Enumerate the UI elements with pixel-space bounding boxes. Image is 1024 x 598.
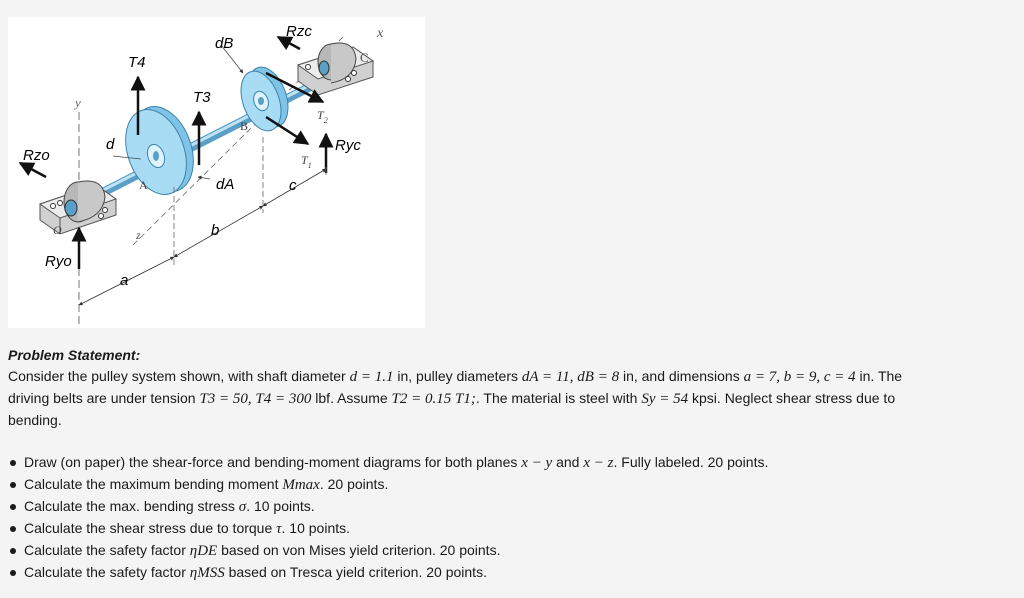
list-item: Calculate the safety factor ηMSS based on Tresca yield criterion. 20 points. — [24, 562, 1008, 584]
label-da: dA — [216, 176, 235, 193]
problem-heading: Problem Statement: — [8, 347, 141, 363]
list-item: Draw (on paper) the shear-force and bending-moment diagrams for both planes x − y and x − z. Fully labeled. 20 points. — [24, 452, 1008, 474]
label-x: x — [377, 26, 384, 41]
label-t3: T3 — [193, 89, 211, 106]
label-t2: $T_2$ — [317, 108, 328, 125]
label-t4: T4 — [128, 54, 146, 71]
list-item: Calculate the safety factor ηDE based on von Mises yield criterion. 20 points. — [24, 540, 1008, 562]
math-sy: Sy = 54 — [641, 391, 689, 407]
label-t1: $T_1$ — [301, 153, 312, 170]
math-pulley-diameters: dA = 11, dB = 8 — [521, 369, 620, 385]
list-item: Calculate the max. bending stress σ. 10 points. — [24, 496, 1008, 518]
t1-arrow — [266, 117, 308, 144]
problem-statement — [8, 345, 1008, 584]
math-tensions: T3 = 50, T4 = 300 — [199, 391, 312, 407]
label-a-pulley: A — [139, 178, 148, 192]
label-y: y — [75, 95, 81, 110]
label-rzc: Rzc — [286, 23, 312, 40]
label-rzo: Rzo — [23, 147, 50, 164]
task-list — [8, 452, 1008, 584]
list-item: Calculate the maximum bending moment Mmax. 20 points. — [24, 474, 1008, 496]
label-ryo: Ryo — [45, 253, 72, 270]
label-o: O — [53, 223, 62, 237]
pulley-shaft-figure — [8, 17, 425, 328]
pulley-shaft-diagram — [8, 17, 425, 328]
label-ryc: Ryc — [335, 137, 361, 154]
label-c-dim: c — [289, 177, 297, 194]
label-db: dB — [215, 35, 234, 52]
label-b-dim: b — [211, 222, 220, 239]
math-dimensions: a = 7, b = 9, c = 4 — [743, 369, 856, 385]
label-c-bearing: C — [360, 50, 369, 65]
list-item: Calculate the shear stress due to torque τ. 10 points. — [24, 518, 1008, 540]
math-t2: T2 = 0.15 T1; — [391, 391, 476, 407]
math-d: d = 1.1 — [349, 369, 394, 385]
label-b-pulley: B — [240, 119, 249, 133]
label-a-dim: a — [120, 272, 129, 289]
problem-paragraph: Consider the pulley system shown, with shaft diameter d = 1.1 in, pulley diameters dA = 11, dB = 8 in, and dimensions a = 7, b = 9, c = 4 in. The driving belts are under tension T3 = 50, T4 = 300 lbf. Assume T2 = 0.15 T1;. The material is steel with Sy = 54 kpsi. Neglect shear stress due to bending. — [8, 368, 903, 428]
label-z: z — [136, 228, 141, 242]
rzo-arrow — [20, 163, 46, 177]
label-d: d — [106, 136, 115, 153]
